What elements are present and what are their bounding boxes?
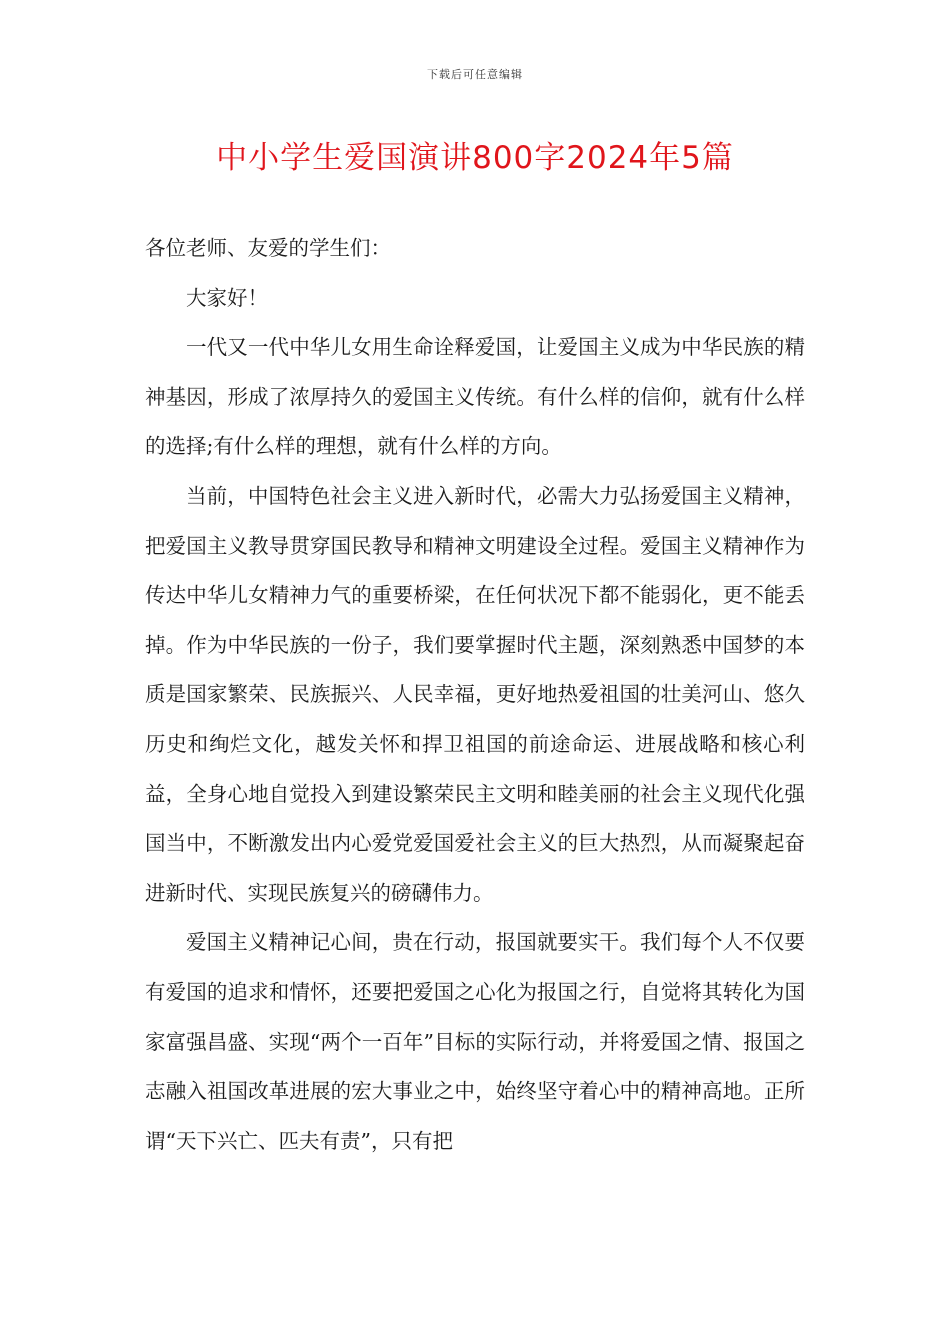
document-body xyxy=(145,224,805,1166)
salutation: 各位老师、友爱的学生们： xyxy=(145,236,391,260)
header-note: 下载后可任意编辑 xyxy=(427,68,523,81)
paragraph-1: 一代又一代中华儿女用生命诠释爱国，让爱国主义成为中华民族的精神基因，形成了浓厚持久的爱国主义传统。有什么样的信仰，就有什么样的选择;有什么样的理想，就有什么样的方向。 xyxy=(145,335,805,459)
paragraph-3: 爱国主义精神记心间，贵在行动，报国就要实干。我们每个人不仅要有爱国的追求和情怀，还要把爱国之心化为报国之行，自觉将其转化为国家富强昌盛、实现“两个一百年”目标的实际行动，并将爱国之情、报国之志融入祖国改革进展的宏大事业之中，始终坚守着心中的精神高地。正所谓“天下兴亡、匹夫有责”，只有把 xyxy=(145,930,805,1153)
paragraph-2: 当前，中国特色社会主义进入新时代，必需大力弘扬爱国主义精神，把爱国主义教导贯穿国民教导和精神文明建设全过程。爱国主义精神作为传达中华儿女精神力气的重要桥梁，在任何状况下都不能弱化，更不能丢掉。作为中华民族的一份子，我们要掌握时代主题，深刻熟悉中国梦的本质是国家繁荣、民族振兴、人民幸福，更好地热爱祖国的壮美河山、悠久历史和绚烂文化，越发关怀和捍卫祖国的前途命运、进展战略和核心利益，全身心地自觉投入到建设繁荣民主文明和睦美丽的社会主义现代化强国当中，不断激发出内心爱党爱国爱社会主义的巨大热烈，从而凝聚起奋进新时代、实现民族复兴的磅礴伟力。 xyxy=(145,483,805,905)
document-title: 中小学生爱国演讲800字2024年5篇 xyxy=(216,140,734,176)
greeting: 大家好！ xyxy=(186,285,268,310)
